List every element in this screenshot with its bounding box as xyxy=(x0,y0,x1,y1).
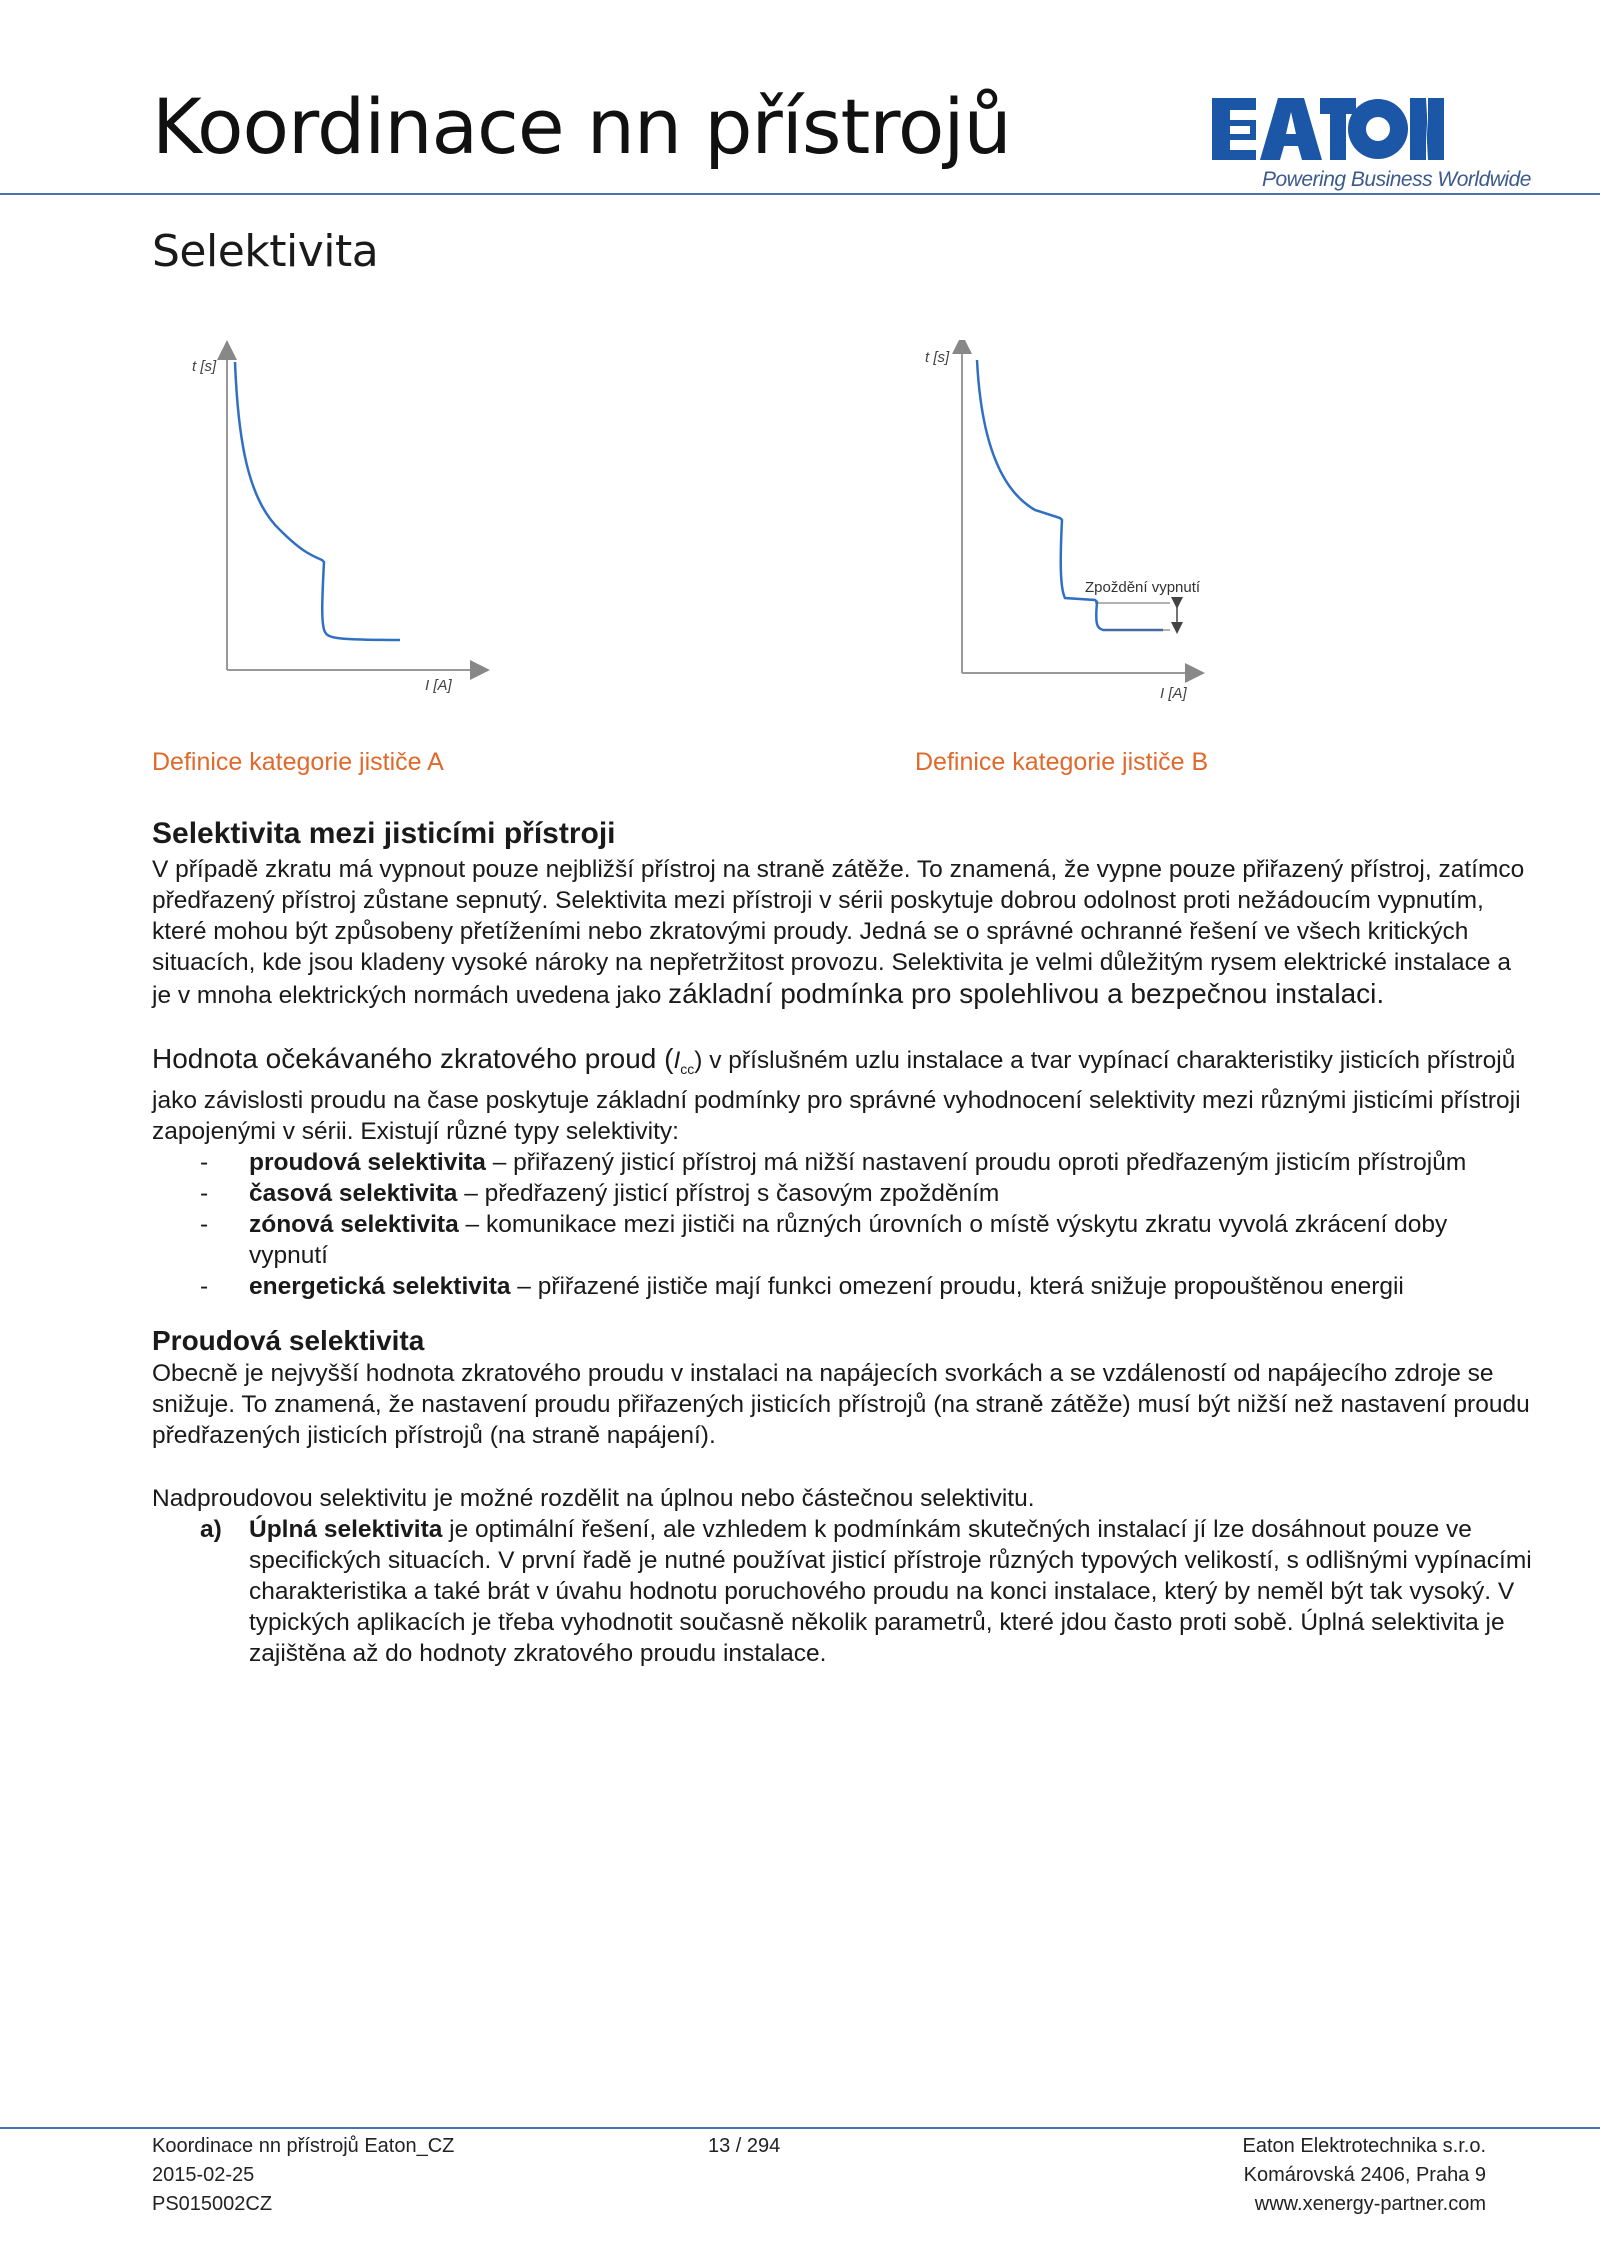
eaton-logo xyxy=(1212,96,1444,162)
figure-category-a xyxy=(170,340,490,710)
selectivity-types-list xyxy=(152,1147,1532,1302)
footer-company: Eaton Elektrotechnika s.r.o. xyxy=(1242,2135,1486,2157)
footer-website[interactable]: www.xenergy-partner.com xyxy=(1254,2193,1486,2215)
footer-code: PS015002CZ xyxy=(152,2193,273,2215)
selectivity-kinds-list xyxy=(152,1514,1532,1669)
x-axis-label: I [A] xyxy=(1160,685,1187,702)
footer-date: 2015-02-25 xyxy=(152,2164,255,2186)
footer-rule xyxy=(0,2127,1600,2129)
heading-selectivity-between-breakers: Selektivita mezi jisticími přístroji xyxy=(152,817,616,850)
figure-category-b xyxy=(905,340,1235,710)
footer-page-number: 13 / 294 xyxy=(708,2135,781,2157)
x-axis-label: I [A] xyxy=(425,677,452,694)
paragraph-current-selectivity: Obecně je nejvyšší hodnota zkratového proudu v instalaci na napájecích svorkách a se vzdáleností od napájecího zdroje se snižuje. To znamená, že nastavení proudu přiřazených jisticích přístrojů (na straně zátěže) musí být nižší než nastavení proudu předřazených jisticích přístrojů (na straně napájení). xyxy=(152,1359,1530,1449)
figure-b-caption: Definice kategorie jističe B xyxy=(915,748,1209,776)
footer-company-info xyxy=(1150,2132,1486,2219)
heading-current-selectivity: Proudová selektivita xyxy=(152,1324,425,1356)
document-title: Koordinace nn přístrojů xyxy=(152,82,1011,171)
y-axis-label: t [s] xyxy=(925,349,950,366)
footer-document-info xyxy=(152,2132,454,2219)
list-item: - energetická selektivita – přiřazené jističe mají funkci omezení proudu, která snižuje propouštěnou energii xyxy=(200,1272,1404,1300)
delay-annotation: Zpoždění vypnutí xyxy=(1085,579,1201,596)
footer-doc-name: Koordinace nn přístrojů Eaton_CZ xyxy=(152,2135,455,2157)
figure-a-caption: Definice kategorie jističe A xyxy=(152,748,444,776)
list-item: - časová selektivita – předřazený jisticí přístroj s časovým zpožděním xyxy=(200,1179,1000,1207)
list-item: - zónová selektivita – komunikace mezi jističi na různých úrovních o místě výskytu zkratu vyvolá zkrácení doby vypnutí xyxy=(200,1210,1448,1269)
paragraph-short-circuit: Hodnota očekávaného zkratového proud $(I_{cc})$ v příslušném uzlu instalace a tvar vypínací charakteristiky jisticích přístrojů jako závislosti proudu na čase poskytuje základní podmínky pro správné vyhodnocení selektivity mezi různými jisticími přístroji zapojenými v sérii. Existují různé typy selektivity: xyxy=(152,1043,1521,1145)
list-item: - proudová selektivita – přiřazený jisticí přístroj má nižší nastavení proudu oproti předřazeným jisticím přístrojům xyxy=(200,1148,1467,1176)
section-title: Selektivita xyxy=(152,226,379,277)
list-item: a) Úplná selektivita je optimální řešení, ale vzhledem k podmínkám skutečných instalací jí lze dosáhnout pouze ve specifických situacích. V první řadě je nutné používat jisticí přístroje různých typových velikostí, s odlišnými vypínacími charakteristika a také brát v úvahu hodnotu poruchového proudu na konci instalace, který by neměl být tak vysoký. V typických aplikacích je třeba vyhodnotit současně několik parametrů, které jdou často proti sobě. Úplná selektivita je zajištěna až do hodnoty zkratového proudu instalace. xyxy=(200,1515,1532,1667)
y-axis-label: t [s] xyxy=(192,358,217,375)
header-rule xyxy=(0,193,1600,195)
paragraph-overcurrent: Nadproudovou selektivitu je možné rozdělit na úplnou nebo částečnou selektivitu. xyxy=(152,1484,1035,1512)
paragraph-intro: V případě zkratu má vypnout pouze nejbližší přístroj na straně zátěže. To znamená, že vypne pouze přiřazený přístroj, zatímco předřazený přístroj zůstane sepnutý. Selektivita mezi přístroji v sérii poskytuje dobrou odolnost proti nežádoucím vypnutím, které mohou být způsobeny přetíženími nebo zkratovými proudy. Jedná se o správné ochranné řešení ve všech kritických situacích, kde jsou kladeny vysoké nároky na nepřetržitost provozu. Selektivita je velmi důležitým rysem elektrické instalace a je v mnoha elektrických normách uvedena jako základní podmínka pro spolehlivou a bezpečnou instalaci. xyxy=(152,856,1525,1009)
body-text xyxy=(152,816,1532,1669)
trip-curve xyxy=(235,362,400,640)
footer-address: Komárovská 2406, Praha 9 xyxy=(1243,2164,1486,2186)
logo-tagline: Powering Business Worldwide xyxy=(1262,168,1531,191)
